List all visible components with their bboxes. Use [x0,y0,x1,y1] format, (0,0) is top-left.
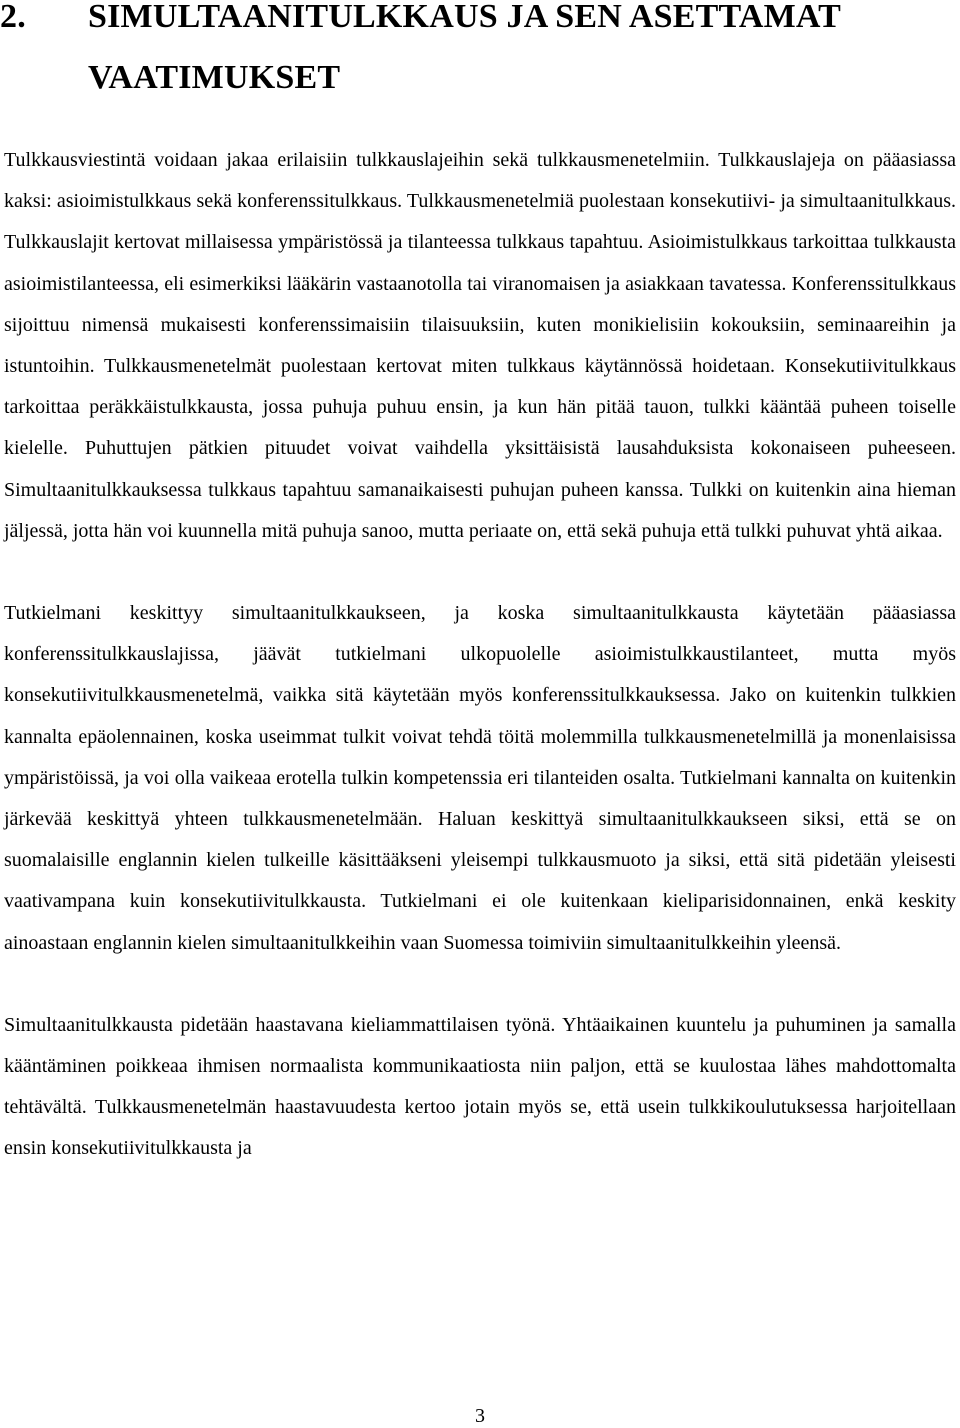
body-text [4,140,956,1170]
paragraph-3: Simultaanitulkkausta pidetään haastavana kieliammattilaisen työnä. Yhtäaikainen kuuntelu ja puhuminen ja samalla kääntäminen poikkeaa ihmisen normaalista kommunikaatiosta niin paljon, että se kuulostaa lähes mahdottomalta tehtävältä. Tulkkausmenetelmän haastavuudesta kertoo jotain myös se, että usein tulkkikoulutuksessa harjoitellaan ensin konsekutiivitulkkausta ja [4,1013,956,1160]
section-number: 2. [0,0,26,35]
page-number: 3 [475,1405,485,1427]
paragraph-1: Tulkkausviestintä voidaan jakaa erilaisiin tulkkauslajeihin sekä tulkkausmenetelmiin. Tulkkauslajeja on pääasiassa kaksi: asioimistulkkaus sekä konferenssitulkkaus. Tulkkausmenetelmiä puolestaan konsekutiivi- ja simultaanitulkkaus. Tulkkauslajit kertovat millaisessa ympäristössä ja tilanteessa tulkkaus tapahtuu. Asioimistulkkaus tarkoittaa tulkkausta asioimistilanteessa, eli esimerkiksi lääkärin vastaanotolla tai viranomaisen ja asiakkaan tavatessa. Konferenssitulkkaus sijoittuu nimensä mukaisesti konferenssimaisiin tilaisuuksiin, kuten monikielisiin kokouksiin, seminaareihin ja istuntoihin. Tulkkausmenetelmät puolestaan kertovat miten tulkkaus käytännössä hoidetaan. Konsekutiivitulkkaus tarkoittaa peräkkäistulkkausta, jossa puhuja puhuu ensin, ja kun hän pitää tauon, tulkki kääntää puheen toiselle kielelle. Puhuttujen pätkien pituudet voivat vaihdella yksittäisistä lausahduksista kokonaiseen puheeseen. Simultaanitulkkauksessa tulkkaus tapahtuu samanaikaisesti puhujan puheen kanssa. Tulkki on kuitenkin aina hieman jäljessä, jotta hän voi kuunnella mitä puhuja sanoo, mutta periaate on, että sekä puhuja että tulkki puhuvat yhtä aikaa. [4,149,956,542]
section-title-line-1: SIMULTAANITULKKAUS JA SEN ASETTAMAT [88,0,841,35]
section-title-line-2: VAATIMUKSET [88,59,341,96]
section-heading [0,0,960,108]
paragraph-2: Tutkielmani keskittyy simultaanitulkkaukseen, ja koska simultaanitulkkausta käytetään pääasiassa konferenssitulkkauslajissa, jäävät tutkielmani ulkopuolelle asioimistulkkaustilanteet, mutta myös konsekutiivitulkkausmenetelmä, vaikka sitä käytetään myös konferenssitulkkauksessa. Jako on kuitenkin tulkkien kannalta epäolennainen, koska useimmat tulkit voivat tehdä töitä molemmilla tulkkausmenetelmillä ja monenlaisissa ympäristöissä, ja voi olla vaikeaa erotella tulkin kompetenssia eri tilanteiden osalta. Tutkielmani kannalta on kuitenkin järkevää keskittyä yhteen tulkkausmenetelmään. Haluan keskittyä simultaanitulkkaukseen siksi, että se on suomalaisille englannin kielen tulkeille käsittääkseni yleisempi tulkkausmuoto ja siksi, että sitä pidetään yleisesti vaativampana kuin konsekutiivitulkkausta. Tutkielmani ei ole kuitenkaan kieliparisidonnainen, enkä keskity ainoastaan englannin kielen simultaanitulkkeihin vaan Suomessa toimiviin simultaanitulkkeihin yleensä. [4,602,956,954]
